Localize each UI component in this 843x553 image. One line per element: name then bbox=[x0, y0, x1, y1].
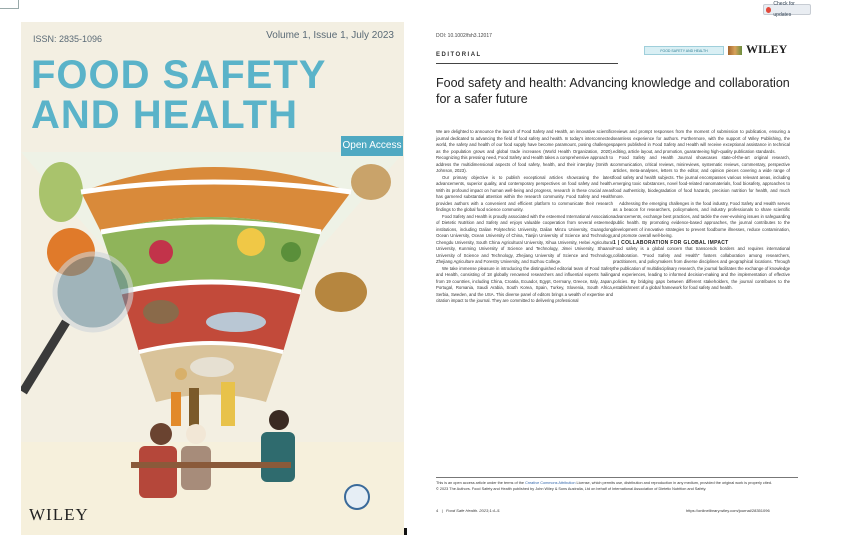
paragraph: Food Safety and Health is proudly associated with the esteemed International Association of Dietetic Nutrition and Safety and enjoys valuable cooperation from several esteemed institutions, including Dalian Polytechnic University, Dalian Minzu University, Guangdong Ocean University, Ocean University of China, Tianjin University of Science and Technology, Chengdu University, South China Agricultural University, Xihua University, Hebei Agricultural University, Kunming University of Science and Technology, Jimei University, Shaanxi University of Science and Technology, Zhejiang University of Science and Technology, Zhejiang Agriculture and Forestry University, and Suzhou College. bbox=[436, 213, 613, 264]
page-corner-marker bbox=[0, 0, 19, 9]
journal-cover bbox=[21, 22, 404, 535]
cover-illustration bbox=[21, 152, 404, 535]
footnote-text: License, which permits use, distribution and reproduction in any medium, provided the original work is properly cited. bbox=[575, 481, 772, 485]
check-for-updates-button[interactable] bbox=[763, 0, 811, 18]
cover-title-line2: AND HEALTH bbox=[31, 93, 299, 137]
viewer-top-bar bbox=[0, 0, 843, 18]
cover-issn: ISSN: 2835-1096 bbox=[33, 34, 103, 44]
license-link[interactable]: Creative Commons Attribution bbox=[525, 481, 576, 485]
article-page bbox=[422, 22, 822, 535]
paragraph: reviews and prompt responses from the moment of submission to publication, ensuring a seamless experience for authors. Furthermore, with the support of Wiley Publishing, the papers published in Food Safety and Health will receive exceptional assistance in technical editing, article layout, and promotion, guaranteeing high-quality publication standards. bbox=[613, 129, 790, 154]
body-column-left bbox=[436, 129, 613, 305]
page-number: 4 bbox=[436, 508, 439, 513]
copyright-text: © 2023 The Authors. Food Safety and Health published by John Wiley & Sons Australia, Ltd on behalf of International Association of Dietetic Nutrition and Safety. bbox=[436, 487, 707, 491]
paragraph: Our primary objective is to publish exceptional articles showcasing the latest advancements, superior quality, and contemporary perspectives on food safety and health. With its profound impact on human well-being and progress, research in these crucial areas has garnered substantial attention within the research community. Food Safety and Health provides authors with a convenient and efficient platform to communicate their research findings to the global food science community. bbox=[436, 174, 613, 212]
journal-logo-art bbox=[728, 46, 742, 55]
paragraph: Addressing the emerging challenges in the food industry, Food Safety and Health serves as a beacon for researchers, policymakers, and industry professionals to share scientific advancements, exchange best practices, and tackle the ever-evolving issues in safeguarding public health. By promoting evidence-based approaches, the journal contributes to the development of innovative strategies to prevent foodborne illnesses, reduce contamination, and promote overall well-being. bbox=[613, 200, 790, 238]
footnote-text: This is an open access article under the terms of the bbox=[436, 481, 526, 485]
citation: Food Safe Health. 2023;1:4–5. bbox=[445, 508, 501, 513]
section-divider bbox=[436, 63, 618, 64]
cover-title-line1: FOOD SAFETY bbox=[31, 53, 327, 97]
page-footer-left: 4 | Food Safe Health. 2023;1:4–5. bbox=[436, 508, 501, 513]
cover-volume: Volume 1, Issue 1, July 2023 bbox=[266, 30, 394, 41]
article-title: Food safety and health: Advancing knowledge and collaboration for a safer future bbox=[436, 76, 790, 106]
paragraph: Food safety is a global concern that transcends borders and requires international collaboration. "Food Safety and Health" fosters collaboration among researchers, practitioners, and policymakers from diverse disciplines and geographical locations. Through the publication of multidisciplinary research, the journal facilitates the exchange of knowledge and experiences, leading to informed decision-making and the implementation of effective policies. By bridging gaps between different stakeholders, the journal contributes to the establishment of a global framework for food safety and health. bbox=[613, 246, 790, 290]
update-badge-icon bbox=[766, 7, 771, 13]
paragraph: Food Safety and Health Journal showcases state-of-the-art original research, communication, critical reviews, minireviews, systematic reviews, commentary, perspective articles, meta-analyses, letters to the editor, and opinion pieces covering a wide range of food safety and health subjects. The journal encompasses various relevant areas, including emerging toxic substances, novel food-related nanomaterials, food biosafety, approaches to food authenticity, biodegradation of food hazards, precision nutrition for health, and much more. bbox=[613, 155, 790, 199]
check-updates-label: Check for updates bbox=[773, 0, 795, 18]
footnote-divider bbox=[436, 477, 798, 478]
section-heading: 1 | COLLABORATION FOR GLOBAL IMPACT bbox=[613, 239, 729, 246]
journal-url[interactable]: https://onlinelibrary.wiley.com/journal/28351096 bbox=[686, 508, 770, 513]
journal-logo: FOOD SAFETY AND HEALTH bbox=[644, 46, 724, 55]
article-doi[interactable]: DOI: 10.1002/fsh3.12017 bbox=[436, 33, 492, 39]
open-access-badge: Open Access bbox=[341, 136, 403, 156]
section-label: EDITORIAL bbox=[436, 52, 482, 58]
publisher-logo: WILEY bbox=[746, 42, 788, 56]
paragraph: We are delighted to announce the launch of Food Safety and Health, an innovative scientific journal dedicated to advancing the field of food safety and health. In today's interconnected world, the safety and health of our food supply have become paramount, posing challenges as the population grows and global trade increases (World Health Organization, 2020). Recognizing this pressing need, Food Safety and Health takes a comprehensive approach to address the multidimensional aspects of food safety, health, and their interplay (Smith & Johnson, 2023). bbox=[436, 129, 613, 173]
paragraph: We take immense pleasure in introducing the distinguished editorial team of Food Safety and Health, consisting of 18 globally renowned researchers and influential experts hailing from 19 countries, including China, Croatia, Ecuador, Egypt, Germany, Greece, Italy, Japan, Portugal, Romania, Saudi Arabia, South Korea, Spain, Turkey, Slovenia, South Africa, Serbia, Sweden, and the USA. This diverse panel of editors brings a wealth of expertise and citation impact to the journal. They are committed to delivering professional bbox=[436, 265, 613, 303]
cover-publisher-logo: WILEY bbox=[29, 505, 89, 524]
page-marker bbox=[404, 528, 407, 535]
license-footnote bbox=[436, 480, 798, 492]
body-column-right bbox=[613, 129, 790, 292]
